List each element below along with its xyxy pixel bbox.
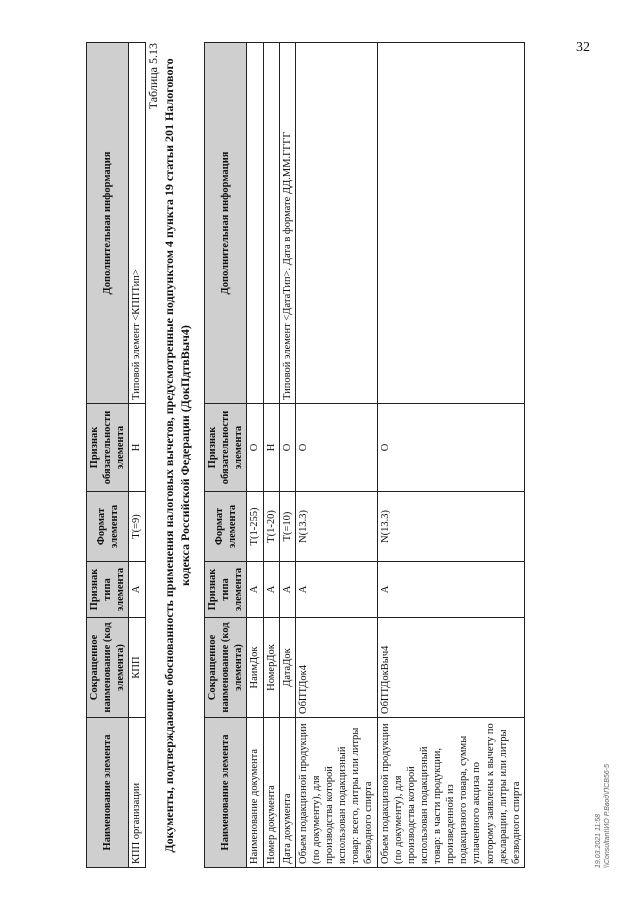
cell-required: Н bbox=[263, 404, 279, 492]
cell-info bbox=[263, 43, 279, 404]
cell-name: КПП организации bbox=[129, 718, 145, 868]
cell-type: А bbox=[279, 562, 295, 618]
stamp-date: 19.03.2021 11:58 bbox=[595, 814, 602, 868]
cell-name: Дата документа bbox=[279, 718, 295, 868]
cell-format: T(=10) bbox=[279, 492, 295, 562]
cell-format: N(13.3) bbox=[377, 492, 524, 562]
cell-info: Типовой элемент <ДатаТип>. Дата в формате ДД.ММ.ГГГГ bbox=[279, 43, 295, 404]
cell-required: О bbox=[377, 404, 524, 492]
cell-info bbox=[247, 43, 263, 404]
cell-code: ОбПТДок4 bbox=[295, 618, 377, 718]
cell-info bbox=[295, 43, 377, 404]
header-type: Признак типа элемента bbox=[205, 562, 247, 618]
table-2 bbox=[204, 42, 525, 868]
cell-type: А bbox=[129, 562, 145, 618]
header-type: Признак типа элемента bbox=[87, 562, 129, 618]
table-row bbox=[263, 43, 279, 868]
cell-required: О bbox=[279, 404, 295, 492]
cell-info: Типовой элемент <КППТип> bbox=[129, 43, 145, 404]
table-1 bbox=[86, 42, 146, 868]
cell-code: НомерДок bbox=[263, 618, 279, 718]
cell-code: КПП bbox=[129, 618, 145, 718]
header-info: Дополнительная информация bbox=[87, 43, 129, 404]
table-title: Документы, подтверждающие обоснованность применения налоговых вычетов, предусмотренные подпунктом 4 пункта 19 статьи 201 Налогового кодекса Российской Федерации (ДокПдтвВыч4) bbox=[162, 58, 192, 853]
table-row bbox=[247, 43, 263, 868]
table-2-header-row bbox=[205, 43, 247, 868]
header-code: Сокращенное наименование (код элемента) bbox=[87, 618, 129, 718]
cell-code: ОбПТДокВыч4 bbox=[377, 618, 524, 718]
cell-required: Н bbox=[129, 404, 145, 492]
header-code: Сокращенное наименование (код элемента) bbox=[205, 618, 247, 718]
table-row bbox=[377, 43, 524, 868]
stamp-path: \\Consultant\ИО Р.Ввод\ПСВ56-5 bbox=[604, 764, 612, 868]
cell-format: T(=9) bbox=[129, 492, 145, 562]
header-info: Дополнительная информация bbox=[205, 43, 247, 404]
table-1-header-row bbox=[87, 43, 129, 868]
cell-type: А bbox=[263, 562, 279, 618]
cell-type: А bbox=[247, 562, 263, 618]
header-name: Наименование элемента bbox=[87, 718, 129, 868]
table-caption: Таблица 5.13 bbox=[146, 43, 160, 110]
cell-format: N(13.3) bbox=[295, 492, 377, 562]
header-format: Формат элемента bbox=[87, 492, 129, 562]
header-name: Наименование элемента bbox=[205, 718, 247, 868]
cell-name: Объем подакцизной продукции (по документу), для производства которой использован подакцизный товар: в части продукции, произведенной из подакцизного товара, суммы уплаченного акциза по которому заявлены к вычету по декларации, литры или литры безводного спирта bbox=[377, 718, 524, 868]
cell-name: Номер документа bbox=[263, 718, 279, 868]
cell-format: T(1-20) bbox=[263, 492, 279, 562]
cell-required: О bbox=[295, 404, 377, 492]
table-row bbox=[295, 43, 377, 868]
cell-name: Объем подакцизной продукции (по документу), для производства которой использован подакцизный товар: всего, литры или литры безводного спирта bbox=[295, 718, 377, 868]
cell-type: А bbox=[377, 562, 524, 618]
header-required: Признак обязательности элемента bbox=[205, 404, 247, 492]
cell-info bbox=[377, 43, 524, 404]
table-row bbox=[279, 43, 295, 868]
cell-format: T(1-255) bbox=[247, 492, 263, 562]
page-number: 32 bbox=[576, 40, 590, 55]
table-row bbox=[129, 43, 145, 868]
print-stamp bbox=[594, 764, 612, 868]
rotated-page-content bbox=[86, 43, 616, 868]
header-required: Признак обязательности элемента bbox=[87, 404, 129, 492]
cell-code: НаимДок bbox=[247, 618, 263, 718]
cell-required: О bbox=[247, 404, 263, 492]
cell-type: А bbox=[295, 562, 377, 618]
cell-name: Наименование документа bbox=[247, 718, 263, 868]
cell-code: ДатаДок bbox=[279, 618, 295, 718]
header-format: Формат элемента bbox=[205, 492, 247, 562]
